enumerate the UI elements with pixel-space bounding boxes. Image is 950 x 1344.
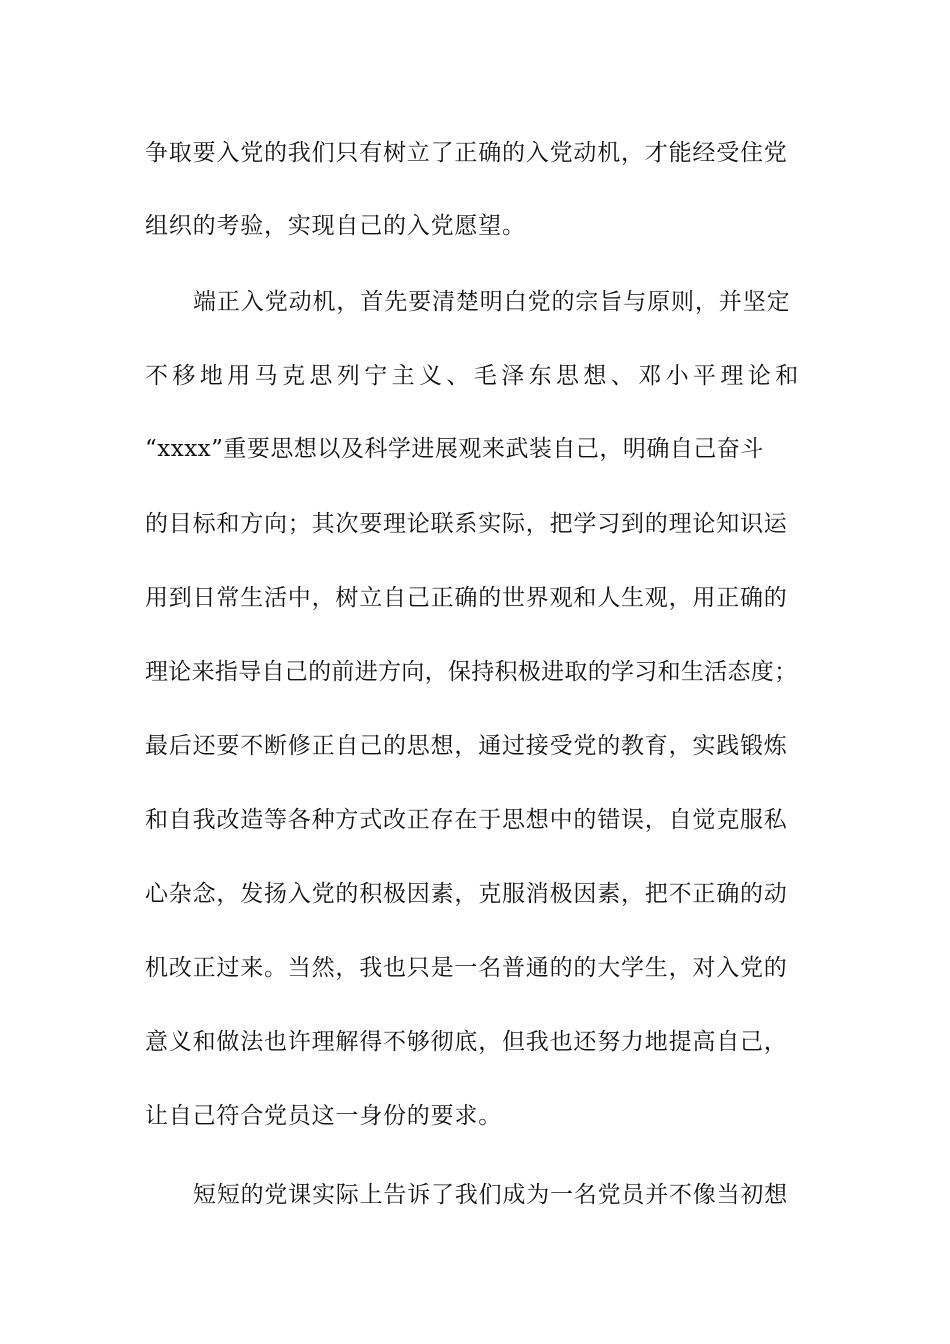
- text-line: 争取要入党的我们只有树立了正确的入党动机，才能经受住党: [145, 140, 788, 166]
- text-line: 机改正过来。当然，我也只是一名普通的的大学生，对入党的: [145, 955, 788, 981]
- text-line: 的目标和方向；其次要理论联系实际，把学习到的理论知识运: [145, 511, 788, 537]
- text-line: 不移地用马克思列宁主义、毛泽东思想、邓小平理论和: [145, 363, 803, 389]
- text-line: 组织的考验，实现自己的入党愿望。: [145, 213, 526, 239]
- text-line: 短短的党课实际上告诉了我们成为一名党员并不像当初想: [193, 1182, 788, 1208]
- text-line: 理论来指导自己的前进方向，保持积极进取的学习和生活态度；: [145, 659, 798, 685]
- text-line: 让自己符合党员这一身份的要求。: [145, 1103, 502, 1129]
- text-line: 用到日常生活中，树立自己正确的世界观和人生观，用正确的: [145, 585, 788, 611]
- text-line: 和自我改造等各种方式改正存在于思想中的错误，自觉克服私: [145, 807, 788, 833]
- text-line: 最后还要不断修正自己的思想，通过接受党的教育，实践锻炼: [145, 733, 788, 759]
- text-line: “xxxx”重要思想以及科学进展观来武装自己，明确自己奋斗: [145, 436, 764, 462]
- text-line: 心杂念，发扬入党的积极因素，克服消极因素，把不正确的动: [145, 881, 788, 907]
- text-line: 意义和做法也许理解得不够彻底，但我也还努力地提高自己，: [145, 1029, 788, 1055]
- text-line: 端正入党动机，首先要清楚明白党的宗旨与原则，并坚定: [193, 289, 791, 315]
